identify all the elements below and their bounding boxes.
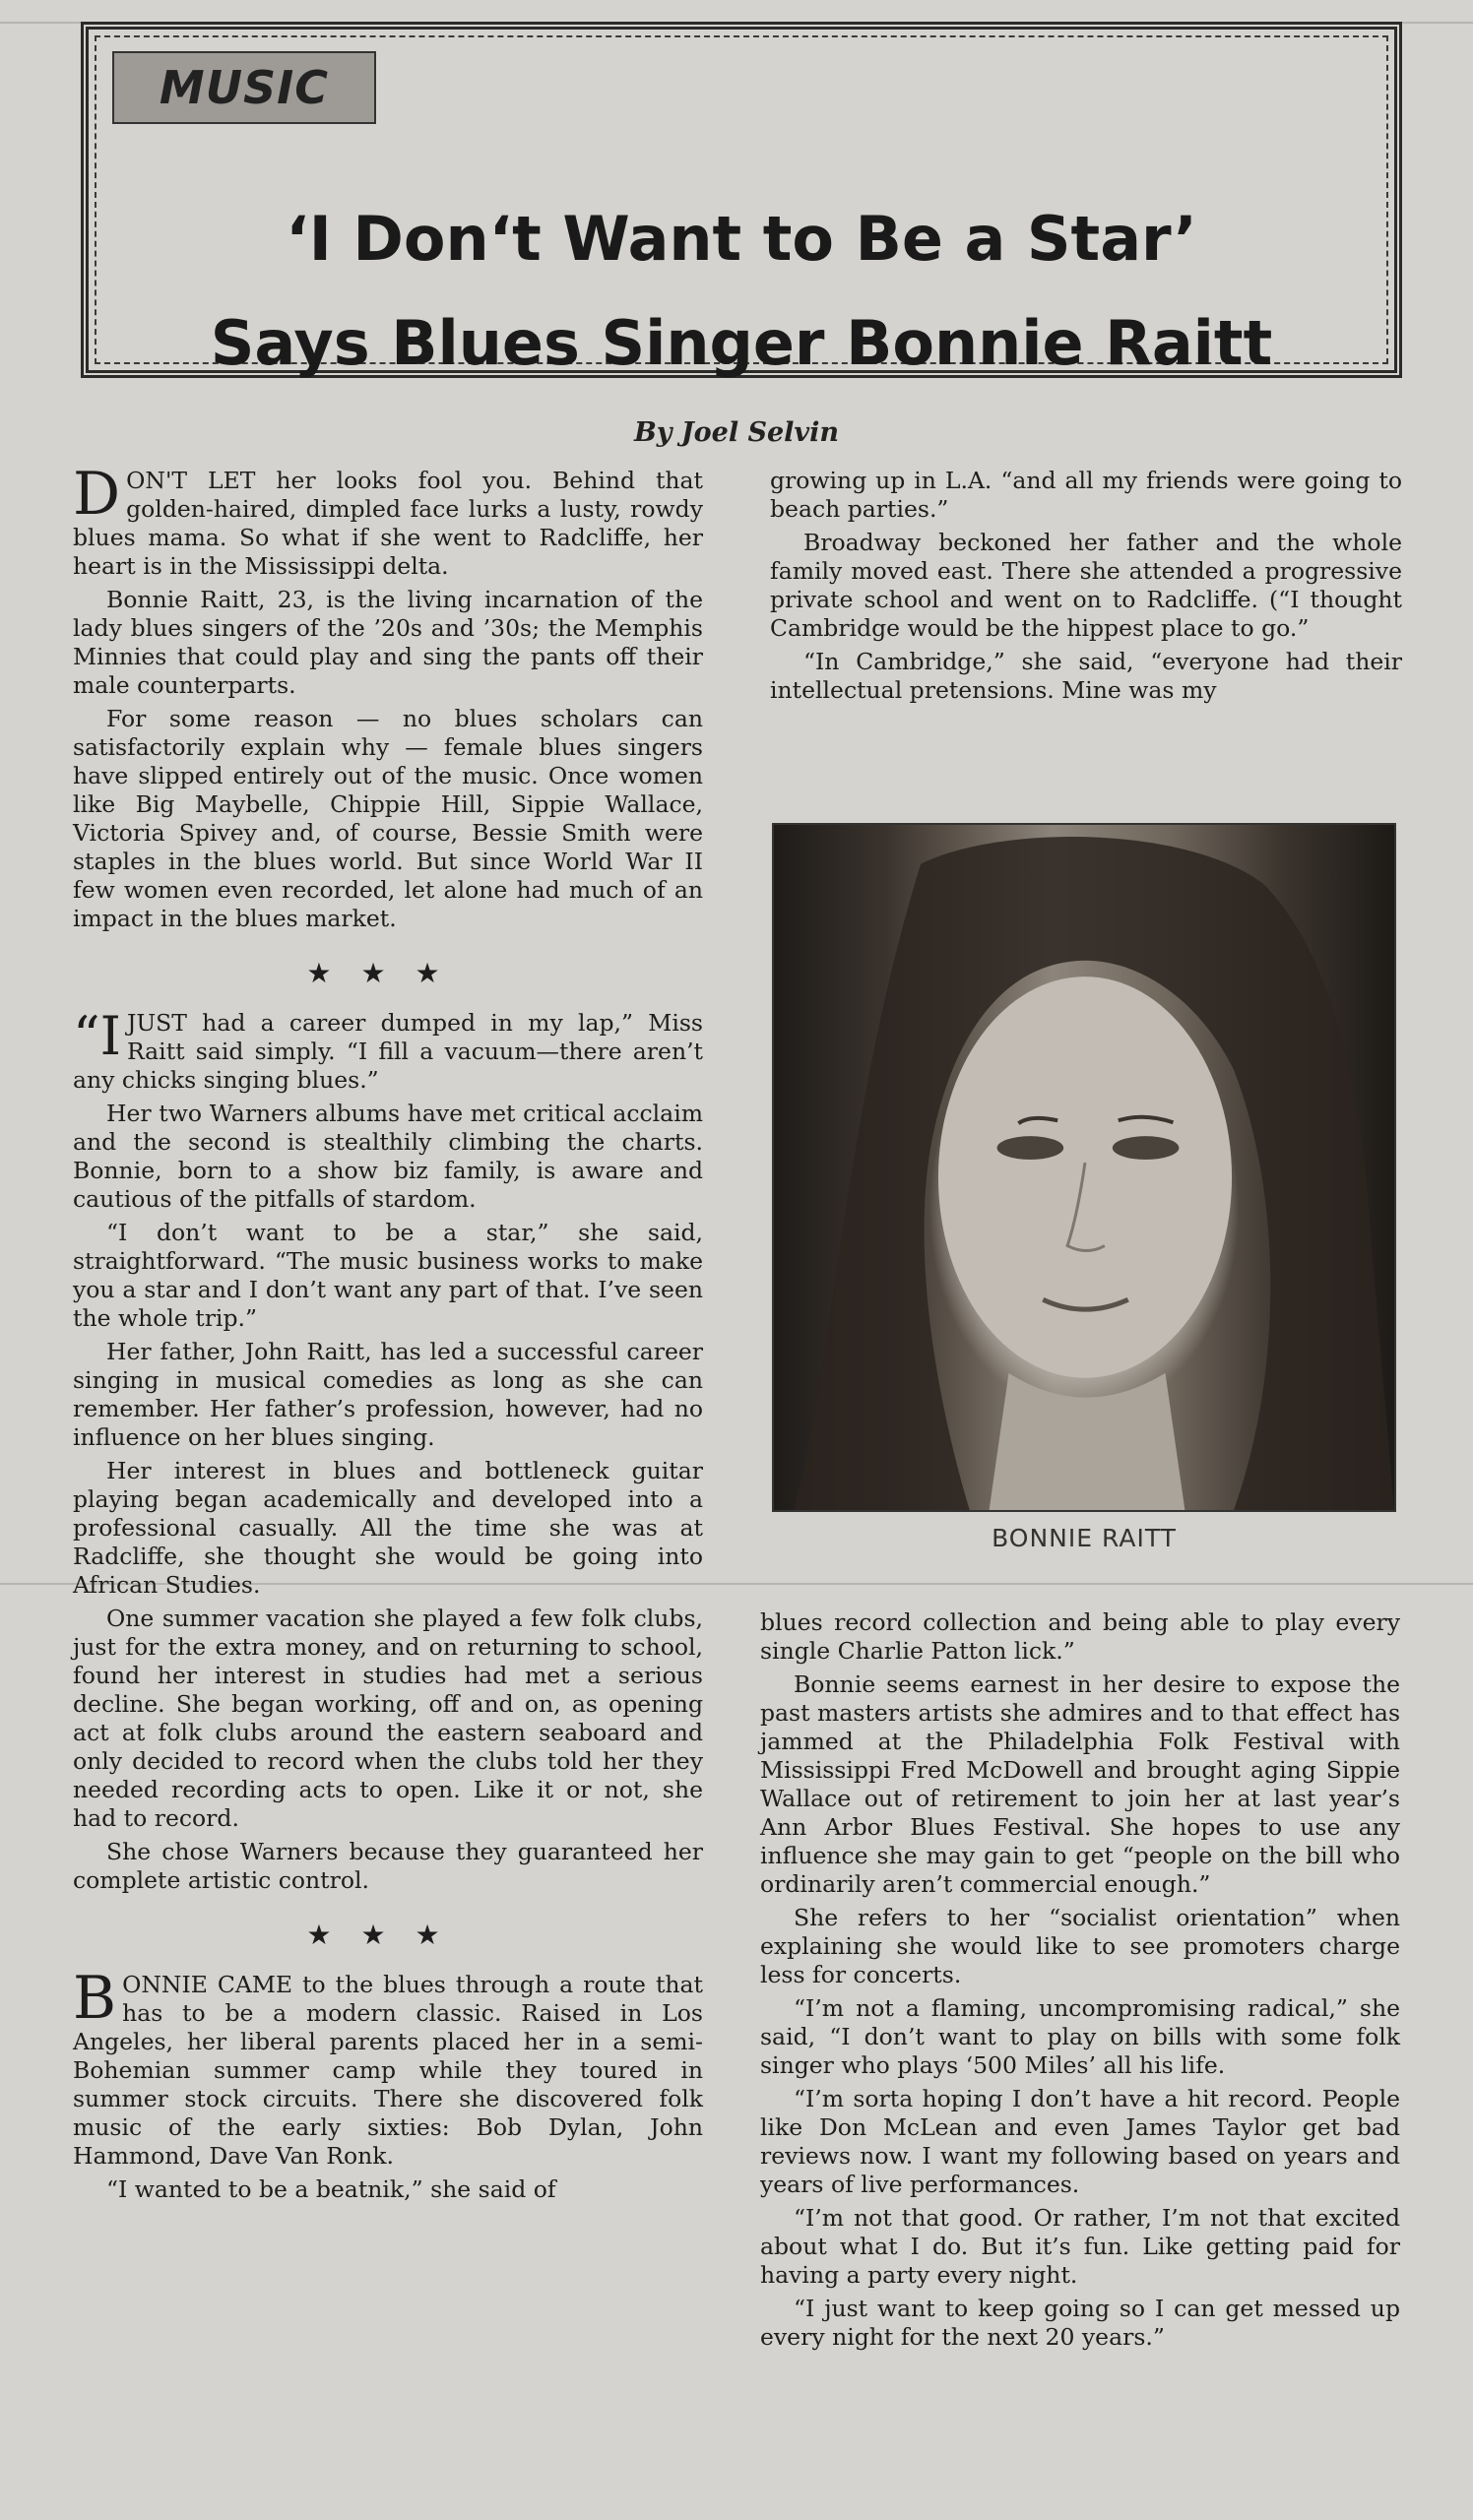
article-paragraph: “I’m not that good. Or rather, I’m not that excited about what I do. But it’s fun. Like getting paid for having a party every night.	[760, 2204, 1400, 2289]
headline-line-1: ‘I Don‘t Want to Be a Star’	[286, 203, 1197, 275]
right-column-bottom	[760, 1608, 1400, 2357]
article-paragraph: “I just want to keep going so I can get messed up every night for the next 20 years.”	[760, 2295, 1400, 2351]
portrait-photo	[772, 823, 1396, 1512]
section-kicker: MUSIC	[112, 51, 376, 124]
byline: By Joel Selvin	[633, 417, 840, 448]
right-column-top	[770, 467, 1402, 710]
article-paragraph: She chose Warners because they guaranteed her complete artistic control.	[73, 1838, 703, 1894]
drop-cap: B	[73, 1964, 117, 2033]
article-paragraph: “I wanted to be a beatnik,” she said of	[106, 2175, 556, 2203]
article-paragraph: Her interest in blues and bottleneck guitar playing began academically and developed into a professional casually. All the time she was at Radcliffe, she thought she would be going into African Studies.	[73, 1457, 703, 1599]
article-paragraph: blues record collection and being able to play every single Charlie Patton lick.”	[760, 1608, 1400, 1665]
article-paragraph	[73, 460, 703, 581]
portrait-illustration	[774, 825, 1394, 1510]
article-paragraph: For some reason — no blues scholars can satisfactorily explain why — female blues singers have slipped entirely out of the music. Once women like Big Maybelle, Chippie Hill, Sippie Wallace, Victoria Spivey and, of course, Bessie Smith were staples in the blues world. But since World War II few women even recorded, let alone had much of an impact in the blues market.	[73, 705, 703, 932]
photo-caption: BONNIE RAITT	[992, 1524, 1177, 1552]
article-paragraph: She refers to her “socialist orientation” when explaining she would like to see promoters charge less for concerts.	[760, 1904, 1400, 1988]
article-paragraph: “I don’t want to be a star,” she said, straightforward. “The music business works to make you a star and I don’t want any part of that. I’ve seen the whole trip.”	[73, 1219, 703, 1332]
article-paragraph: “I’m sorta hoping I don’t have a hit record. People like Don McLean and even James Taylor get bad reviews now. I want my following based on years and years of live performances.	[760, 2085, 1400, 2198]
article-paragraph: Bonnie Raitt, 23, is the living incarnation of the lady blues singers of the ’20s and ’30s; the Memphis Minnies that could play and sing the pants off their male counterparts.	[73, 586, 703, 699]
article-paragraph	[73, 1964, 703, 2171]
article-paragraph: Bonnie seems earnest in her desire to expose the past masters artists she admires and to that effect has jammed at the Philadelphia Folk Festival with Mississippi Fred McDowell and brought aging Sippie Wallace out of retirement to join her at last year’s Ann Arbor Blues Festival. She hopes to use any influence she may gain to get “people on the bill who ordinarily aren’t commercial enough.”	[760, 1670, 1400, 1898]
article-paragraph	[73, 1005, 703, 1095]
drop-cap: “I	[73, 1005, 121, 1067]
article-paragraph: Her father, John Raitt, has led a successful career singing in musical comedies as long as she can remember. Her father’s profession, however, had no influence on her blues singing.	[73, 1338, 703, 1451]
headline-line-2: Says Blues Singer Bonnie Raitt	[210, 307, 1273, 379]
section-break-stars: ★★★	[306, 1919, 470, 1951]
paragraph-text: ONNIE CAME to the blues through a route that has to be a modern classic. Raised in Los Angeles, her liberal parents placed her in a semi-Bohemian summer camp while they toured in summer stock circuits. There she discovered folk music of the early sixties: Bob Dylan, John Hammond, Dave Van Ronk.	[73, 1971, 703, 2170]
article-paragraph: “I’m not a flaming, uncompromising radical,” she said, “I don’t want to play on bills with some folk singer who plays ‘500 Miles’ all his life.	[760, 1994, 1400, 2079]
article-paragraph: growing up in L.A. “and all my friends were going to beach parties.”	[770, 467, 1402, 523]
article-paragraph: “In Cambridge,” she said, “everyone had their intellectual pretensions. Mine was my	[770, 648, 1402, 704]
article-paragraph: Her two Warners albums have met critical acclaim and the second is stealthily climbing the charts. Bonnie, born to a show biz family, is aware and cautious of the pitfalls of stardom.	[73, 1100, 703, 1213]
paragraph-text: JUST had a career dumped in my lap,” Miss Raitt said simply. “I fill a vacuum—there aren’t any chicks singing blues.”	[73, 1009, 703, 1094]
paragraph-text: ON'T LET her looks fool you. Behind that golden-haired, dimpled face lurks a lusty, rowdy blues mama. So what if she went to Radcliffe, her heart is in the Mississippi delta.	[73, 467, 703, 580]
section-break-stars: ★★★	[306, 957, 470, 989]
headline	[108, 187, 1375, 396]
drop-cap: D	[73, 460, 121, 529]
article-paragraph: Broadway beckoned her father and the whole family moved east. There she attended a progressive private school and went on to Radcliffe. (“I thought Cambridge would be the hippest place to go.”	[770, 529, 1402, 642]
left-column	[73, 460, 703, 2209]
article-paragraph: One summer vacation she played a few folk clubs, just for the extra money, and on returning to school, found her interest in studies had met a serious decline. She began working, off and on, as opening act at folk clubs around the eastern seaboard and only decided to record when the clubs told her they needed recording acts to open. Like it or not, she had to record.	[73, 1605, 703, 1832]
